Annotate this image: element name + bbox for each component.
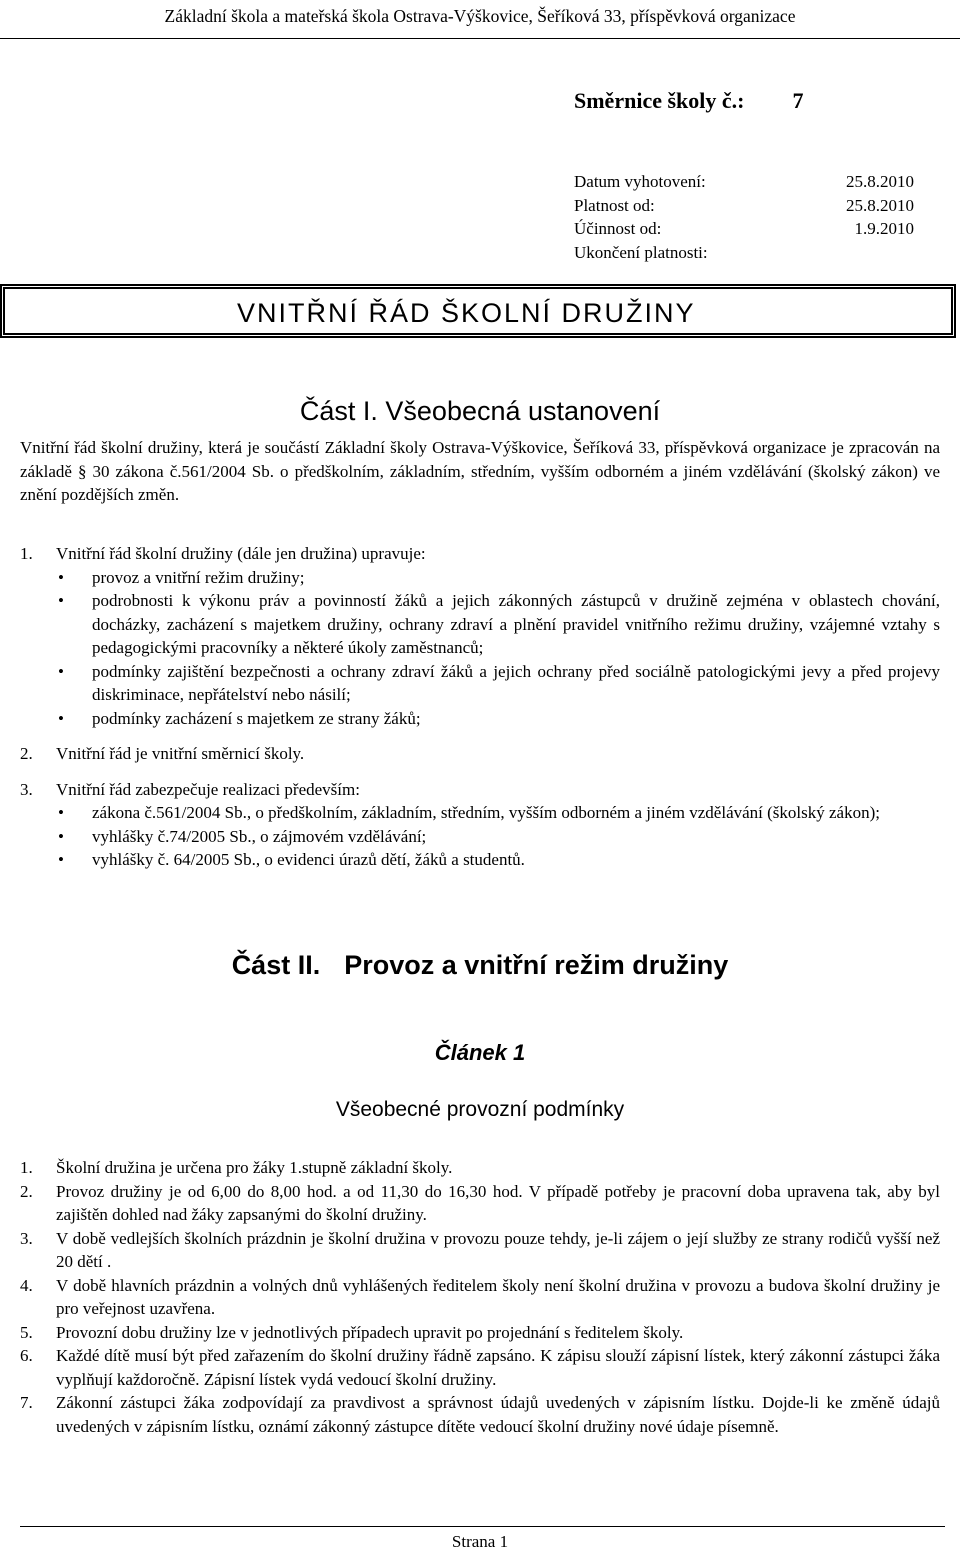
document-title: VNITŘNÍ ŘÁD ŠKOLNÍ DRUŽINY: [237, 298, 696, 328]
list-item: [20, 1321, 940, 1345]
date-row: [574, 194, 914, 218]
item-number: 3.: [20, 779, 33, 799]
item-number: 4.: [20, 1275, 33, 1295]
bullet-icon: •: [58, 708, 64, 728]
date-label: Účinnost od:: [574, 219, 662, 238]
item-text: Vnitřní řád školní družiny (dále jen družina) upravuje:: [56, 544, 426, 563]
item-text: Provoz družiny je od 6,00 do 8,00 hod. a od 11,30 do 16,30 hod. V případě potřeby je pracovní doba upravena tak, aby byl zajištěn dohled nad žáky zapsanými do školní družiny.: [56, 1181, 940, 1224]
item-number: 5.: [20, 1322, 33, 1342]
list-item: [20, 1180, 940, 1227]
bullet-icon: •: [58, 850, 64, 869]
list-item: [20, 1391, 940, 1438]
item-text: Provozní dobu družiny lze v jednotlivých případech upravit po projednání s ředitelem školy.: [56, 1322, 684, 1342]
item-number: 2.: [20, 1181, 33, 1201]
bullet-text: provoz a vnitřní režim družiny;: [92, 567, 305, 587]
bullet-item: [20, 801, 940, 825]
part1-items: [20, 542, 940, 872]
item-text: V době hlavních prázdnin a volných dnů vyhlášených ředitelem školy není školní družina v provozu a budova školní družiny je pro veřejnost uzavřena.: [56, 1275, 940, 1318]
list-item: [20, 742, 940, 766]
list-item: [20, 1227, 940, 1274]
bullet-text: zákona č.561/2004 Sb., o předškolním, základním, středním, vyšším odborném a jiném vzdělávání (školský zákon);: [92, 803, 880, 822]
item-number: 1.: [20, 1158, 33, 1177]
list-item: [20, 1344, 940, 1391]
article-subtitle: Všeobecné provozní podmínky: [335, 1098, 625, 1121]
item-text: Vnitřní řád zabezpečuje realizaci především:: [56, 779, 360, 799]
bullet-icon: •: [58, 826, 64, 846]
bullet-text: podmínky zacházení s majetkem ze strany žáků;: [92, 708, 421, 728]
list-item: [20, 1156, 940, 1180]
bullet-item: [20, 707, 940, 731]
part1-intro: Vnitřní řád školní družiny, která je součástí Základní školy Ostrava-Výškovice, Šeříková 33, příspěvková organizace je zpracován na základě § 30 zákona č.561/2004 Sb. o předškolním, základním, středním, vyšším odborném a jiném vzdělávání (školský zákon) ve znění pozdějších změn.: [20, 438, 940, 504]
part1-heading: Část I. Všeobecná ustanovení: [299, 396, 661, 426]
list-item: [20, 542, 940, 566]
date-value: 25.8.2010: [846, 195, 914, 215]
part2-label: Část II.: [231, 950, 321, 980]
footer-divider: [20, 1526, 945, 1527]
part2-heading: [0, 950, 960, 981]
item-number: 3.: [20, 1228, 33, 1248]
item-number: 6.: [20, 1346, 33, 1365]
list-item: [20, 1274, 940, 1321]
bullet-item: [20, 825, 940, 849]
bullet-icon: •: [58, 803, 64, 822]
bullet-text: podmínky zajištění bezpečnosti a ochrany zdraví žáků a jejich ochrany před sociálně patologickými jevy a před projevy diskriminace, nepřátelství nebo násilí;: [92, 661, 940, 704]
dates-block: [574, 170, 914, 264]
item-text: Každé dítě musí být před zařazením do školní družiny řádně zapsáno. K zápisu slouží zápisní lístek, který zákonní zástupci žáka vyplňují každoročně. Zápisní lístek vydá vedoucí školní družiny.: [56, 1346, 940, 1389]
date-value: 25.8.2010: [846, 172, 914, 191]
date-label: Ukončení platnosti:: [574, 242, 708, 262]
date-row: [574, 241, 914, 265]
bullet-icon: •: [58, 567, 64, 587]
bullet-item: [20, 566, 940, 590]
header-divider: [0, 38, 960, 39]
part1-intro-block: [20, 436, 940, 507]
page-number: Strana 1: [451, 1532, 509, 1551]
list-item: [20, 778, 940, 802]
date-label: Datum vyhotovení:: [574, 172, 706, 191]
page-header: Základní škola a mateřská škola Ostrava-Výškovice, Šeříková 33, příspěvková organizace: [164, 6, 796, 26]
date-value: 1.9.2010: [854, 219, 914, 238]
article-title: Článek 1: [434, 1040, 526, 1065]
item-text: Školní družina je určena pro žáky 1.stupně základní školy.: [56, 1158, 453, 1177]
item-number: 2.: [20, 744, 33, 763]
bullet-item: [20, 589, 940, 660]
item-number: 7.: [20, 1393, 33, 1412]
bullet-icon: •: [58, 661, 64, 681]
rules-list: [20, 1156, 940, 1438]
part2-title: Provoz a vnitřní režim družiny: [344, 950, 729, 980]
date-label: Platnost od:: [574, 195, 655, 215]
bullet-item: [20, 660, 940, 707]
document-title-box: [0, 284, 956, 338]
date-row: [574, 170, 914, 194]
bullet-text: vyhlášky č.74/2005 Sb., o zájmovém vzdělávání;: [92, 826, 427, 846]
item-number: 1.: [20, 544, 33, 563]
item-text: V době vedlejších školních prázdnin je školní družina v provozu pouze tehdy, je-li zájem o její služby ze strany rodičů vyšší než 20 dětí .: [56, 1228, 940, 1271]
directive-number: [574, 88, 803, 114]
item-text: Vnitřní řád je vnitřní směrnicí školy.: [56, 744, 305, 763]
item-text: Zákonní zástupci žáka zodpovídají za pravdivost a správnost údajů uvedených v zápisním lístku. Dojde-li ke změně údajů uvedených v zápisním lístku, oznámí zákonný zástupce dítěte vedoucí školní družiny nové údaje písemně.: [56, 1393, 940, 1436]
directive-label: Směrnice školy č.:: [574, 88, 745, 113]
bullet-icon: •: [58, 591, 64, 610]
directive-value: 7: [792, 88, 804, 113]
date-row: [574, 217, 914, 241]
bullet-item: [20, 848, 940, 872]
bullet-text: vyhlášky č. 64/2005 Sb., o evidenci úrazů dětí, žáků a studentů.: [92, 850, 525, 869]
bullet-text: podrobnosti k výkonu práv a povinností žáků a jejich zákonných zástupců v družině zejména v oblastech chování, docházky, zacházení s majetkem družiny, ochrany zdraví a plnění pravidel vnitřního režimu družiny, vzájemné vztahy s pedagogickými pracovníky a některé úkoly zaměstnanců;: [92, 591, 940, 657]
